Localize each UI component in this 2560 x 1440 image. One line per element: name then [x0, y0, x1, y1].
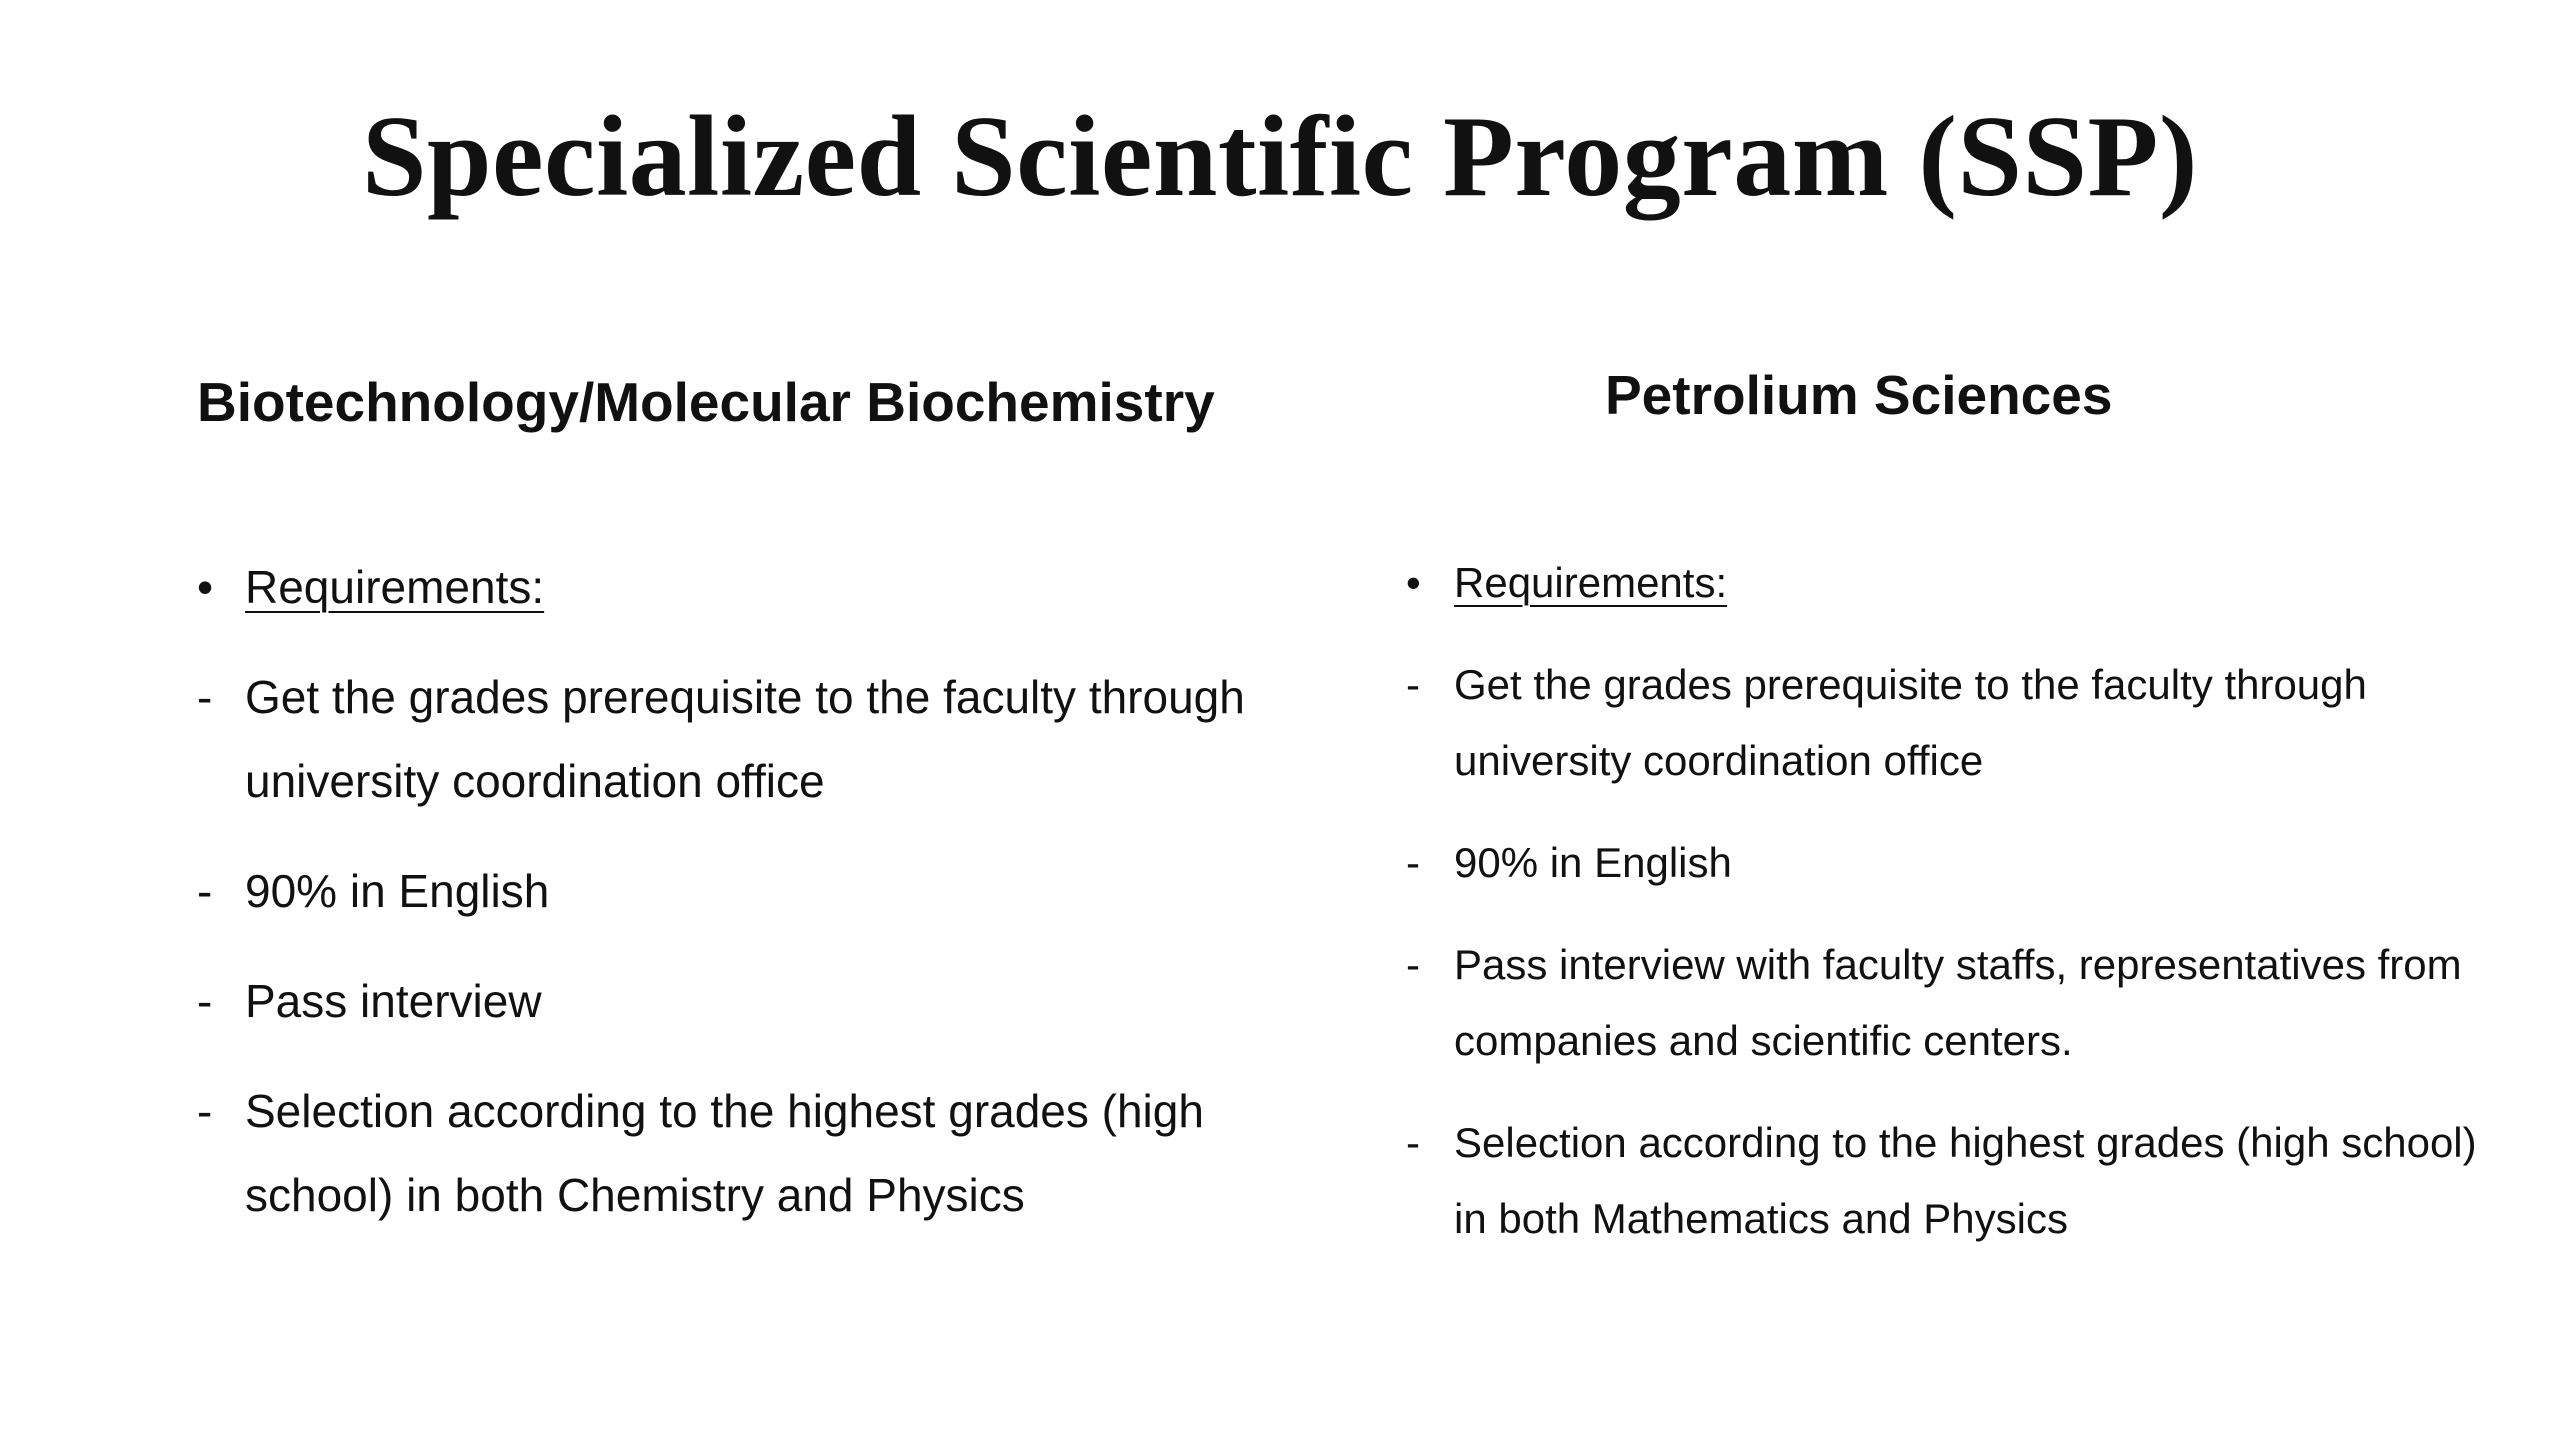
list-item-text: Pass interview with faculty staffs, representatives from companies and scientific centers.	[1454, 941, 2462, 1064]
dash-marker: -	[197, 975, 213, 1027]
list-item	[197, 1069, 1257, 1237]
left-column	[197, 545, 1257, 1263]
list-item-text: Get the grades prerequisite to the faculty through university coordination office	[245, 671, 1245, 807]
list-item-text: 90% in English	[1454, 839, 1732, 886]
dash-marker: -	[1406, 941, 1420, 988]
slide-title: Specialized Scientific Program (SSP)	[361, 93, 2199, 221]
list-item-text: Selection according to the highest grades (high school) in both Mathematics and Physics	[1454, 1119, 2477, 1242]
dash-marker: -	[1406, 839, 1420, 886]
list-item	[197, 849, 1257, 933]
list-item	[1406, 1105, 2486, 1257]
dash-marker: -	[1406, 1119, 1420, 1166]
list-item	[1406, 927, 2486, 1079]
left-column-heading: Biotechnology/Molecular Biochemistry	[197, 371, 1215, 433]
list-item	[197, 655, 1257, 823]
list-item	[197, 959, 1257, 1043]
right-column-heading: Petrolium Sciences	[1605, 364, 2113, 426]
list-item-text: Pass interview	[245, 975, 542, 1027]
right-column	[1406, 545, 2486, 1283]
list-item	[1406, 825, 2486, 901]
requirements-item	[1406, 545, 2486, 621]
dash-marker: -	[197, 865, 213, 917]
list-item-text: 90% in English	[245, 865, 550, 917]
requirements-label: Requirements:	[245, 561, 545, 613]
list-item-text: Get the grades prerequisite to the faculty through university coordination office	[1454, 661, 2367, 784]
list-item-text: Selection according to the highest grades (high school) in both Chemistry and Physics	[245, 1085, 1204, 1221]
requirements-item	[197, 545, 1257, 629]
requirements-label: Requirements:	[1454, 559, 1728, 606]
dash-marker: -	[1406, 661, 1420, 708]
bullet-marker: •	[197, 561, 214, 613]
dash-marker: -	[197, 1085, 213, 1137]
bullet-marker: •	[1406, 559, 1421, 606]
dash-marker: -	[197, 671, 213, 723]
list-item	[1406, 647, 2486, 799]
